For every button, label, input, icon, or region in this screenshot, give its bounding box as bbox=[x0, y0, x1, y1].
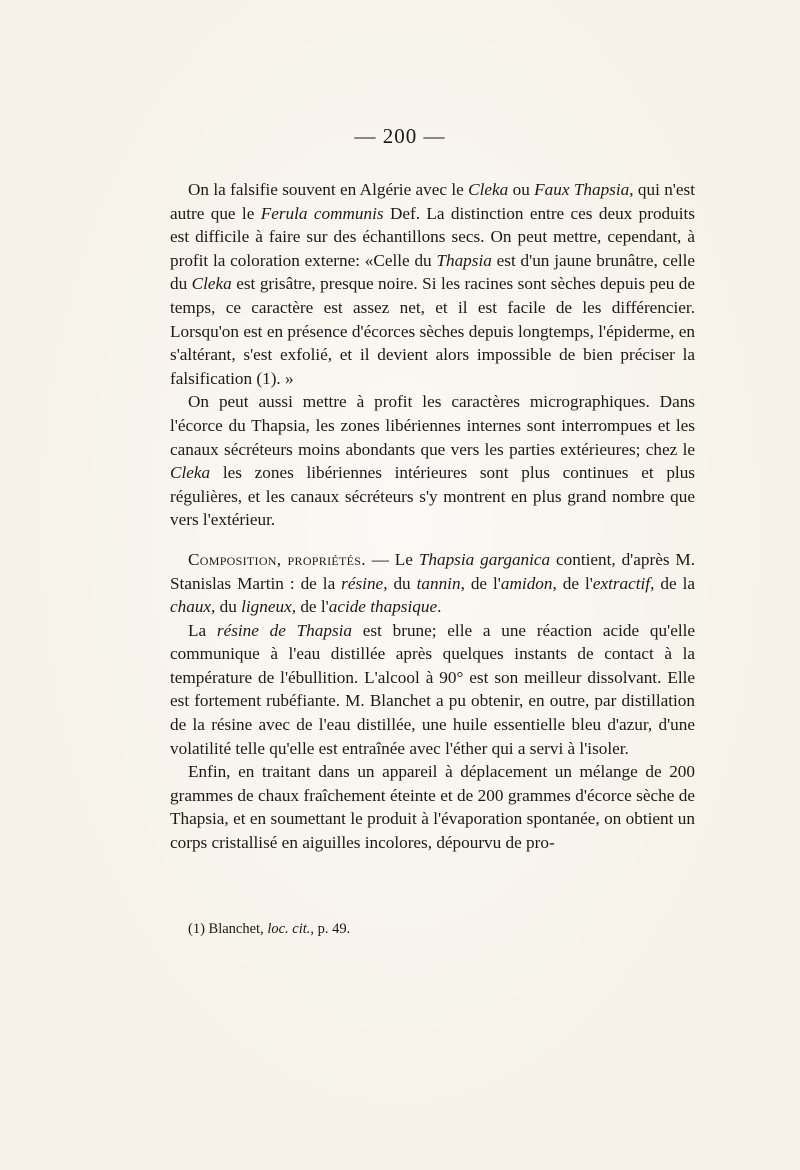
italic-run: Thapsia garganica bbox=[418, 549, 551, 569]
paragraph bbox=[170, 178, 695, 390]
text-run: est grisâtre, presque noire. Si les racines sont sèches depuis peu de temps, ce caractère est assez net, et il est facile de les différencier. Lorsqu'on est en présence d'écorces sèches depuis longtemps, l'épiderme, en s'altérant, s'est exfolié, et il devient alors impossible de bien préciser la falsification (1). » bbox=[170, 274, 695, 388]
text-run: est brune; elle a une réaction acide qu'elle communique à l'eau distillée après quelques instants de contact à la température de l'ébullition. L'alcool à 90° est son meilleur dissolvant. Elle est fortement rubéfiante. M. Blanchet a pu obtenir, en outre, par distillation de la résine avec de l'eau distillée, une huile essentielle bleu d'azur, d'une volatilité telle qu'elle est entraînée avec l'éther qui a servi à l'isoler. bbox=[170, 620, 696, 758]
italic-run: amidon bbox=[500, 573, 553, 593]
text-run: contient, d'après M. Stanislas Martin : de la bbox=[170, 549, 695, 593]
italic-run: Cleka bbox=[170, 463, 211, 483]
text-run: On la falsifie souvent en Algérie avec le bbox=[188, 180, 469, 199]
italic-run: tannin bbox=[416, 573, 461, 593]
text-run: . bbox=[437, 597, 442, 617]
text-run: Def. La distinction entre ces deux produits est difficile à faire sur des échantillons secs. On peut mettre, cependant, à profit la coloration externe: «Celle du bbox=[170, 203, 695, 270]
text-run: (1) Blanchet, bbox=[188, 921, 268, 937]
text-run: — Le bbox=[365, 549, 419, 569]
text-run: Enfin, en traitant dans un appareil à déplacement un mélange de 200 grammes de chaux fraîchement éteinte et de 200 grammes d'écorce sèche de Thapsia, et en soumettant le produit à l'évaporation spontanée, on obtient un corps cristallisé en aiguilles incolores, dépourvu de pro- bbox=[170, 762, 695, 853]
text-run: La bbox=[188, 620, 217, 640]
italic-run: extractif bbox=[592, 573, 651, 593]
italic-run: Ferula communis bbox=[260, 203, 384, 223]
paragraph bbox=[170, 390, 695, 532]
section-paragraph bbox=[170, 548, 695, 619]
italic-run: acide thapsique bbox=[328, 597, 438, 617]
italic-run: résine de Thapsia bbox=[216, 620, 353, 640]
text-run: , de l' bbox=[291, 597, 329, 617]
italic-run: loc. cit. bbox=[267, 921, 311, 937]
text-run: , qui n'est autre que le bbox=[170, 180, 695, 223]
page-number: — 200 — bbox=[354, 124, 446, 148]
section-heading: Composition, propriétés. bbox=[188, 549, 366, 569]
italic-run: Thapsia bbox=[436, 250, 492, 270]
paragraph bbox=[170, 619, 695, 761]
body-text bbox=[170, 178, 695, 855]
italic-run: chaux bbox=[170, 597, 212, 617]
text-run: ou bbox=[508, 180, 535, 199]
italic-run: ligneux bbox=[241, 597, 292, 617]
text-run: les zones libériennes intérieures sont plus continues et plus régulières, et les canaux sécréteurs s'y montrent en plus grand nombre que vers l'extérieur. bbox=[170, 463, 695, 530]
text-run: , p. 49. bbox=[310, 921, 351, 937]
text-run: est d'un jaune brunâtre, celle du bbox=[170, 250, 695, 294]
italic-run: Cleka bbox=[191, 274, 232, 294]
text-run: , de l' bbox=[460, 573, 501, 593]
italic-run: Faux Thapsia bbox=[534, 180, 630, 199]
italic-run: résine bbox=[341, 573, 384, 593]
paragraph bbox=[170, 760, 695, 854]
text-run: , de la bbox=[650, 573, 695, 593]
footnote bbox=[188, 920, 350, 938]
text-run: , du bbox=[211, 597, 242, 617]
text-run: , du bbox=[383, 573, 417, 593]
text-run: On peut aussi mettre à profit les caractères micrographiques. Dans l'écorce du Thapsia, les zones libériennes internes sont interrompues et les canaux sécréteurs moins abondants que vers les parties extérieures; chez le bbox=[170, 392, 695, 459]
italic-run: Cleka bbox=[468, 180, 509, 199]
text-run: , de l' bbox=[552, 573, 593, 593]
